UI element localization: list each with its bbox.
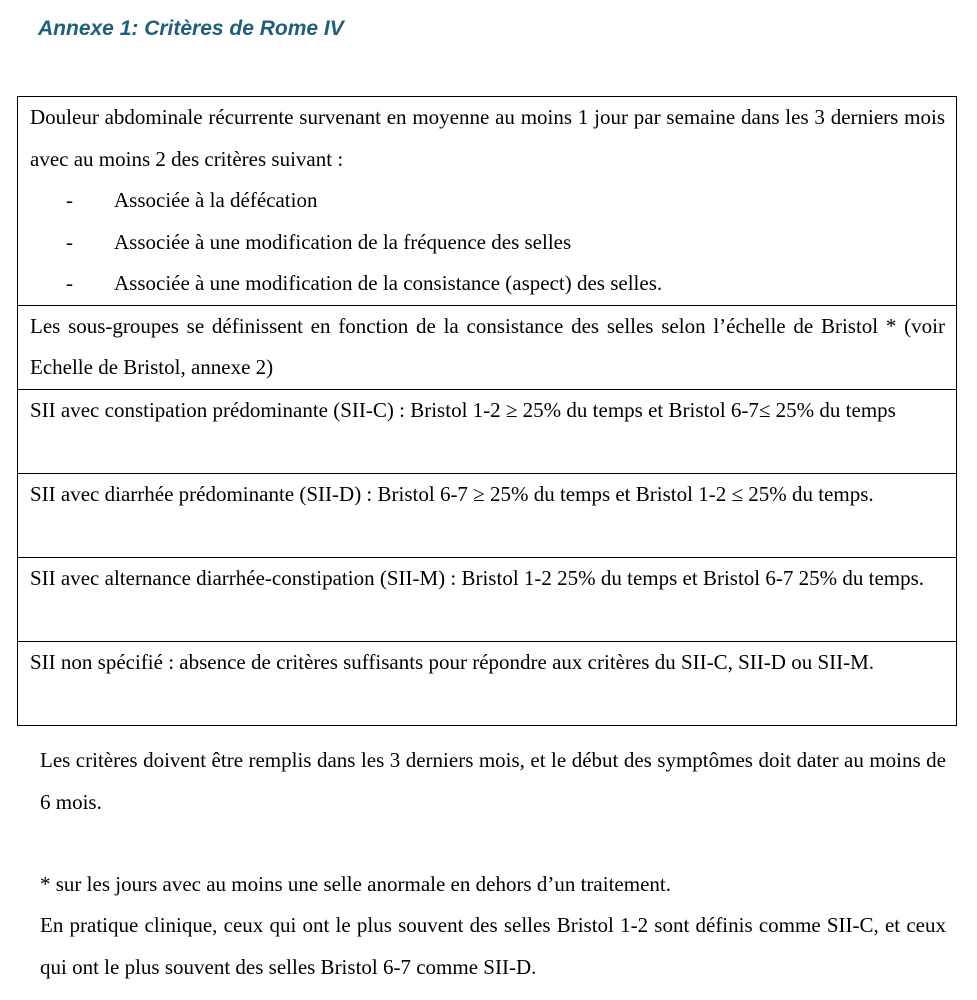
page-heading: Annexe 1: Critères de Rome IV (38, 17, 344, 40)
bullet-dash: - (66, 229, 73, 254)
list-item-consistency (66, 263, 945, 305)
rome-iv-criteria-table (17, 96, 957, 726)
cell-subgroups: Les sous-groupes se définissent en fonction de la consistance des selles selon l’échelle de Bristol * (voir Echelle de Bristol, annexe 2) (18, 305, 957, 389)
bullet-dash: - (66, 271, 73, 295)
duration-note: Les critères doivent être remplis dans les 3 derniers mois, et le début des symptômes doit dater au moins de 6 mois. (40, 748, 946, 814)
table-row-sii-c (18, 389, 957, 473)
criteria-bullet-list (30, 180, 945, 305)
cell-sii-unspecified: SII non spécifié : absence de critères suffisants pour répondre aux critères du SII-C, SII-D ou SII-M. (18, 641, 957, 725)
list-item-defecation (66, 180, 945, 222)
list-item-frequency (66, 222, 945, 264)
cell-main-criteria (18, 97, 957, 306)
cell-sii-d: SII avec diarrhée prédominante (SII-D) : Bristol 6-7 ≥ 25% du temps et Bristol 1-2 ≤ 25% du temps. (18, 473, 957, 557)
cell-sii-c: SII avec constipation prédominante (SII-C) : Bristol 1-2 ≥ 25% du temps et Bristol 6-7≤ 25% du temps (18, 389, 957, 473)
cell-sii-m: SII avec alternance diarrhée-constipation (SII-M) : Bristol 1-2 25% du temps et Bristol 6-7 25% du temps. (18, 557, 957, 641)
footnote: * sur les jours avec au moins une selle anormale en dehors d’un traitement. (40, 872, 671, 896)
table-row-sii-unspecified (18, 641, 957, 725)
table-row-sii-m (18, 557, 957, 641)
clinical-practice-note: En pratique clinique, ceux qui ont le plus souvent des selles Bristol 1-2 sont définis comme SII-C, et ceux qui ont le plus souvent des selles Bristol 6-7 comme SII-D. (40, 913, 946, 979)
table-row-subgroups (18, 305, 957, 389)
bullet-text: Associée à une modification de la fréquence des selles (114, 229, 572, 254)
bullet-text: Associée à une modification de la consistance (aspect) des selles. (114, 271, 663, 295)
bullet-text: Associée à la défécation (114, 188, 318, 212)
main-criteria-intro: Douleur abdominale récurrente survenant en moyenne au moins 1 jour par semaine dans les 3 derniers mois avec au moins 2 des critères suivant : (30, 105, 945, 171)
table-row-main-criteria (18, 97, 957, 306)
bullet-dash: - (66, 188, 73, 212)
table-row-sii-d (18, 473, 957, 557)
